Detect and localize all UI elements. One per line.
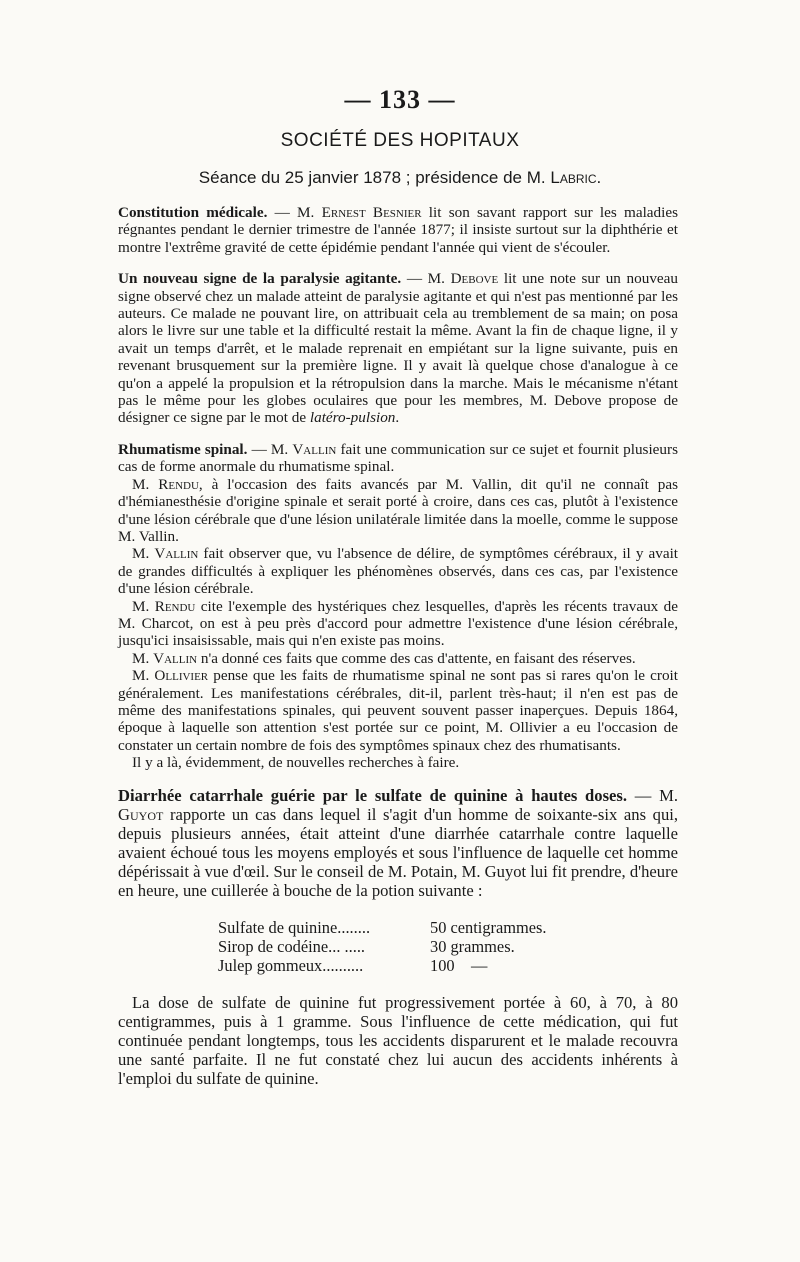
section-heading: Diarrhée catarrhale guérie par le sulfate de quinine à hautes doses. [118, 785, 627, 805]
paragraph-text: Il y a là, évidemment, de nouvelles recherches à faire. [132, 754, 460, 772]
section-constitution-medicale [118, 204, 678, 256]
paragraph [118, 650, 678, 667]
paragraph-text: M. [132, 545, 155, 563]
section-text: lit son savant rapport sur les maladies régnantes pendant le dernier trimestre de l'année 1877; il insiste surtout sur la diphthérie et montre l'extrême gravité de cette épidémie pendant l'année qui vient de s'écouler. [118, 204, 679, 256]
speaker-name: Debove [450, 270, 499, 288]
paragraph-text: cite l'exemple des hystériques chez lesquelles, d'après les récents travaux de M. Charcot, on est à peu près d'accord pour admettre l'existence d'une lésion cérébrale, jusqu'ici insaisissable, mais qui n'en existe pas moins. [118, 597, 678, 650]
speaker-name: Vallin [153, 649, 198, 667]
prescription-row [218, 937, 678, 956]
section-text: . [395, 409, 400, 427]
session-prefix: Séance du 25 janvier 1878 ; présidence de M. [198, 168, 546, 187]
section-rhumatisme-spinal [118, 441, 678, 772]
paragraph-text: pense que les faits de rhumatisme spinal ne sont pas si rares qu'on le croit généralement. Les manifestations cérébrales, dit-il, parlent très-haut; il n'en est pas de même des manifestations spinales, qui peuvent souvent passer inaperçues. Depuis 1864, époque à laquelle son attention s'est portée sur ce point, M. Ollivier a eu l'occasion de constater un certain nombre de fois des symptômes spinaux chez des rhumatisants. [118, 667, 678, 754]
section-text: rapporte un cas dans lequel il s'agit d'un homme de soixante-six ans qui, depuis plusieurs années, était atteint d'une diarrhée catarrhale contre laquelle avaient échoué tous les moyens employés et sous l'influence de laquelle cet homme dépérissait à vue d'œil. Sur le conseil de M. Potain, M. Guyot lui fit prendre, d'heure en heure, une cuillerée à bouche de la potion suivante : [118, 804, 678, 900]
section-text: — M. [247, 440, 293, 458]
section-text: fait une communication sur ce sujet et fournit plusieurs cas de forme anormale du rhumatisme spinal. [118, 440, 678, 476]
paragraph-text: M. [132, 597, 155, 615]
ingredient-name: Sulfate de quinine........ [218, 917, 371, 937]
section-heading: Un nouveau signe de la paralysie agitante. [118, 270, 402, 288]
paragraph-text: M. [132, 667, 155, 685]
article-body [118, 204, 678, 1088]
paragraph-text: , à l'occasion des faits avancés par M. Vallin, dit qu'il ne connaît pas d'hémianesthésie d'origine spinale et serait porté à croire, dans ces cas, plutôt à l'existence d'une lésion cérébrale que d'une lésion unilatérale limitée dans la moelle, comme le suppose M. Vallin. [118, 475, 678, 545]
paragraph-text: M. [132, 649, 154, 667]
paragraph-text: n'a donné ces faits que comme des cas d'attente, en faisant des réserves. [197, 649, 636, 667]
session-president: Labric. [550, 168, 602, 187]
section-text: — M. [627, 785, 678, 805]
speaker-name: Rendu [158, 475, 199, 493]
paragraph [118, 598, 678, 650]
speaker-name: Ollivier [154, 667, 209, 685]
section-diarrhee-catarrhale [118, 786, 678, 1088]
paragraph-text: M. [132, 475, 159, 493]
section-paralysie-agitante [118, 270, 678, 427]
session-line [0, 168, 800, 188]
speaker-name: Guyot [118, 804, 164, 824]
paragraph [118, 667, 678, 754]
speaker-name: Rendu [154, 597, 196, 615]
section-text: — M. [401, 270, 451, 288]
section-text: lit une note sur un nouveau signe observé chez un malade atteint de paralysie agitante et qui n'est pas mentionné par les auteurs. Ce malade ne pouvant lire, on attribuait cela au tremblement de sa main; on posa alors le livre sur une table et la difficulté restait la même. Avant la fin de chaque ligne, il y avait un temps d'arrêt, et le malade reprenait en empiétant sur la ligne suivante, puis en revenant brusquement sur la première ligne. Il y avait là quelque chose d'analogue à ce qu'on a appelé la propulsion et la rétropulsion dans la marche. Mais le mécanisme n'étant pas le même pour les globes oculaires que pour les membres, M. Debove propose de désigner ce signe par le mot de [118, 270, 678, 427]
ingredient-name: Julep gommeux.......... [218, 955, 364, 975]
speaker-name: Vallin [292, 440, 337, 458]
page-number: — 133 — [344, 85, 456, 114]
speaker-name: Ernest Besnier [321, 204, 422, 221]
paragraph-text: fait observer que, vu l'absence de délire, de symptômes cérébraux, il y avait de grandes difficultés à expliquer les phénomènes observés, dans ces cas, par l'existence d'une lésion cérébrale. [118, 545, 679, 598]
italic-term: latéro-pulsion [309, 409, 396, 427]
prescription-row [218, 918, 678, 937]
paragraph [118, 476, 678, 546]
prescription-list [218, 918, 678, 975]
speaker-name: Vallin [154, 545, 199, 563]
paragraph [118, 545, 678, 597]
section-text: — M. [267, 204, 322, 221]
ingredient-quantity: 50 centigrammes. [430, 917, 547, 937]
section-heading: Constitution médicale. [118, 204, 268, 221]
ingredient-name: Sirop de codéine... ..... [218, 936, 366, 956]
ingredient-quantity: 100 — [430, 955, 488, 975]
closing-paragraph: La dose de sulfate de quinine fut progressivement portée à 60, à 70, à 80 centigrammes, puis à 1 gramme. Sous l'influence de cette médication, qui fut continuée pendant longtemps, tous les accidents disparurent et le malade recouvra une santé parfaite. Il ne fut constaté chez lui aucun des accidents inhérents à l'emploi du sulfate de quinine. [118, 992, 678, 1088]
paragraph [118, 754, 678, 771]
society-title: SOCIÉTÉ DES HOPITAUX [280, 130, 520, 151]
prescription-row [218, 956, 678, 975]
section-heading: Rhumatisme spinal. [118, 440, 248, 458]
ingredient-quantity: 30 grammes. [430, 936, 515, 956]
